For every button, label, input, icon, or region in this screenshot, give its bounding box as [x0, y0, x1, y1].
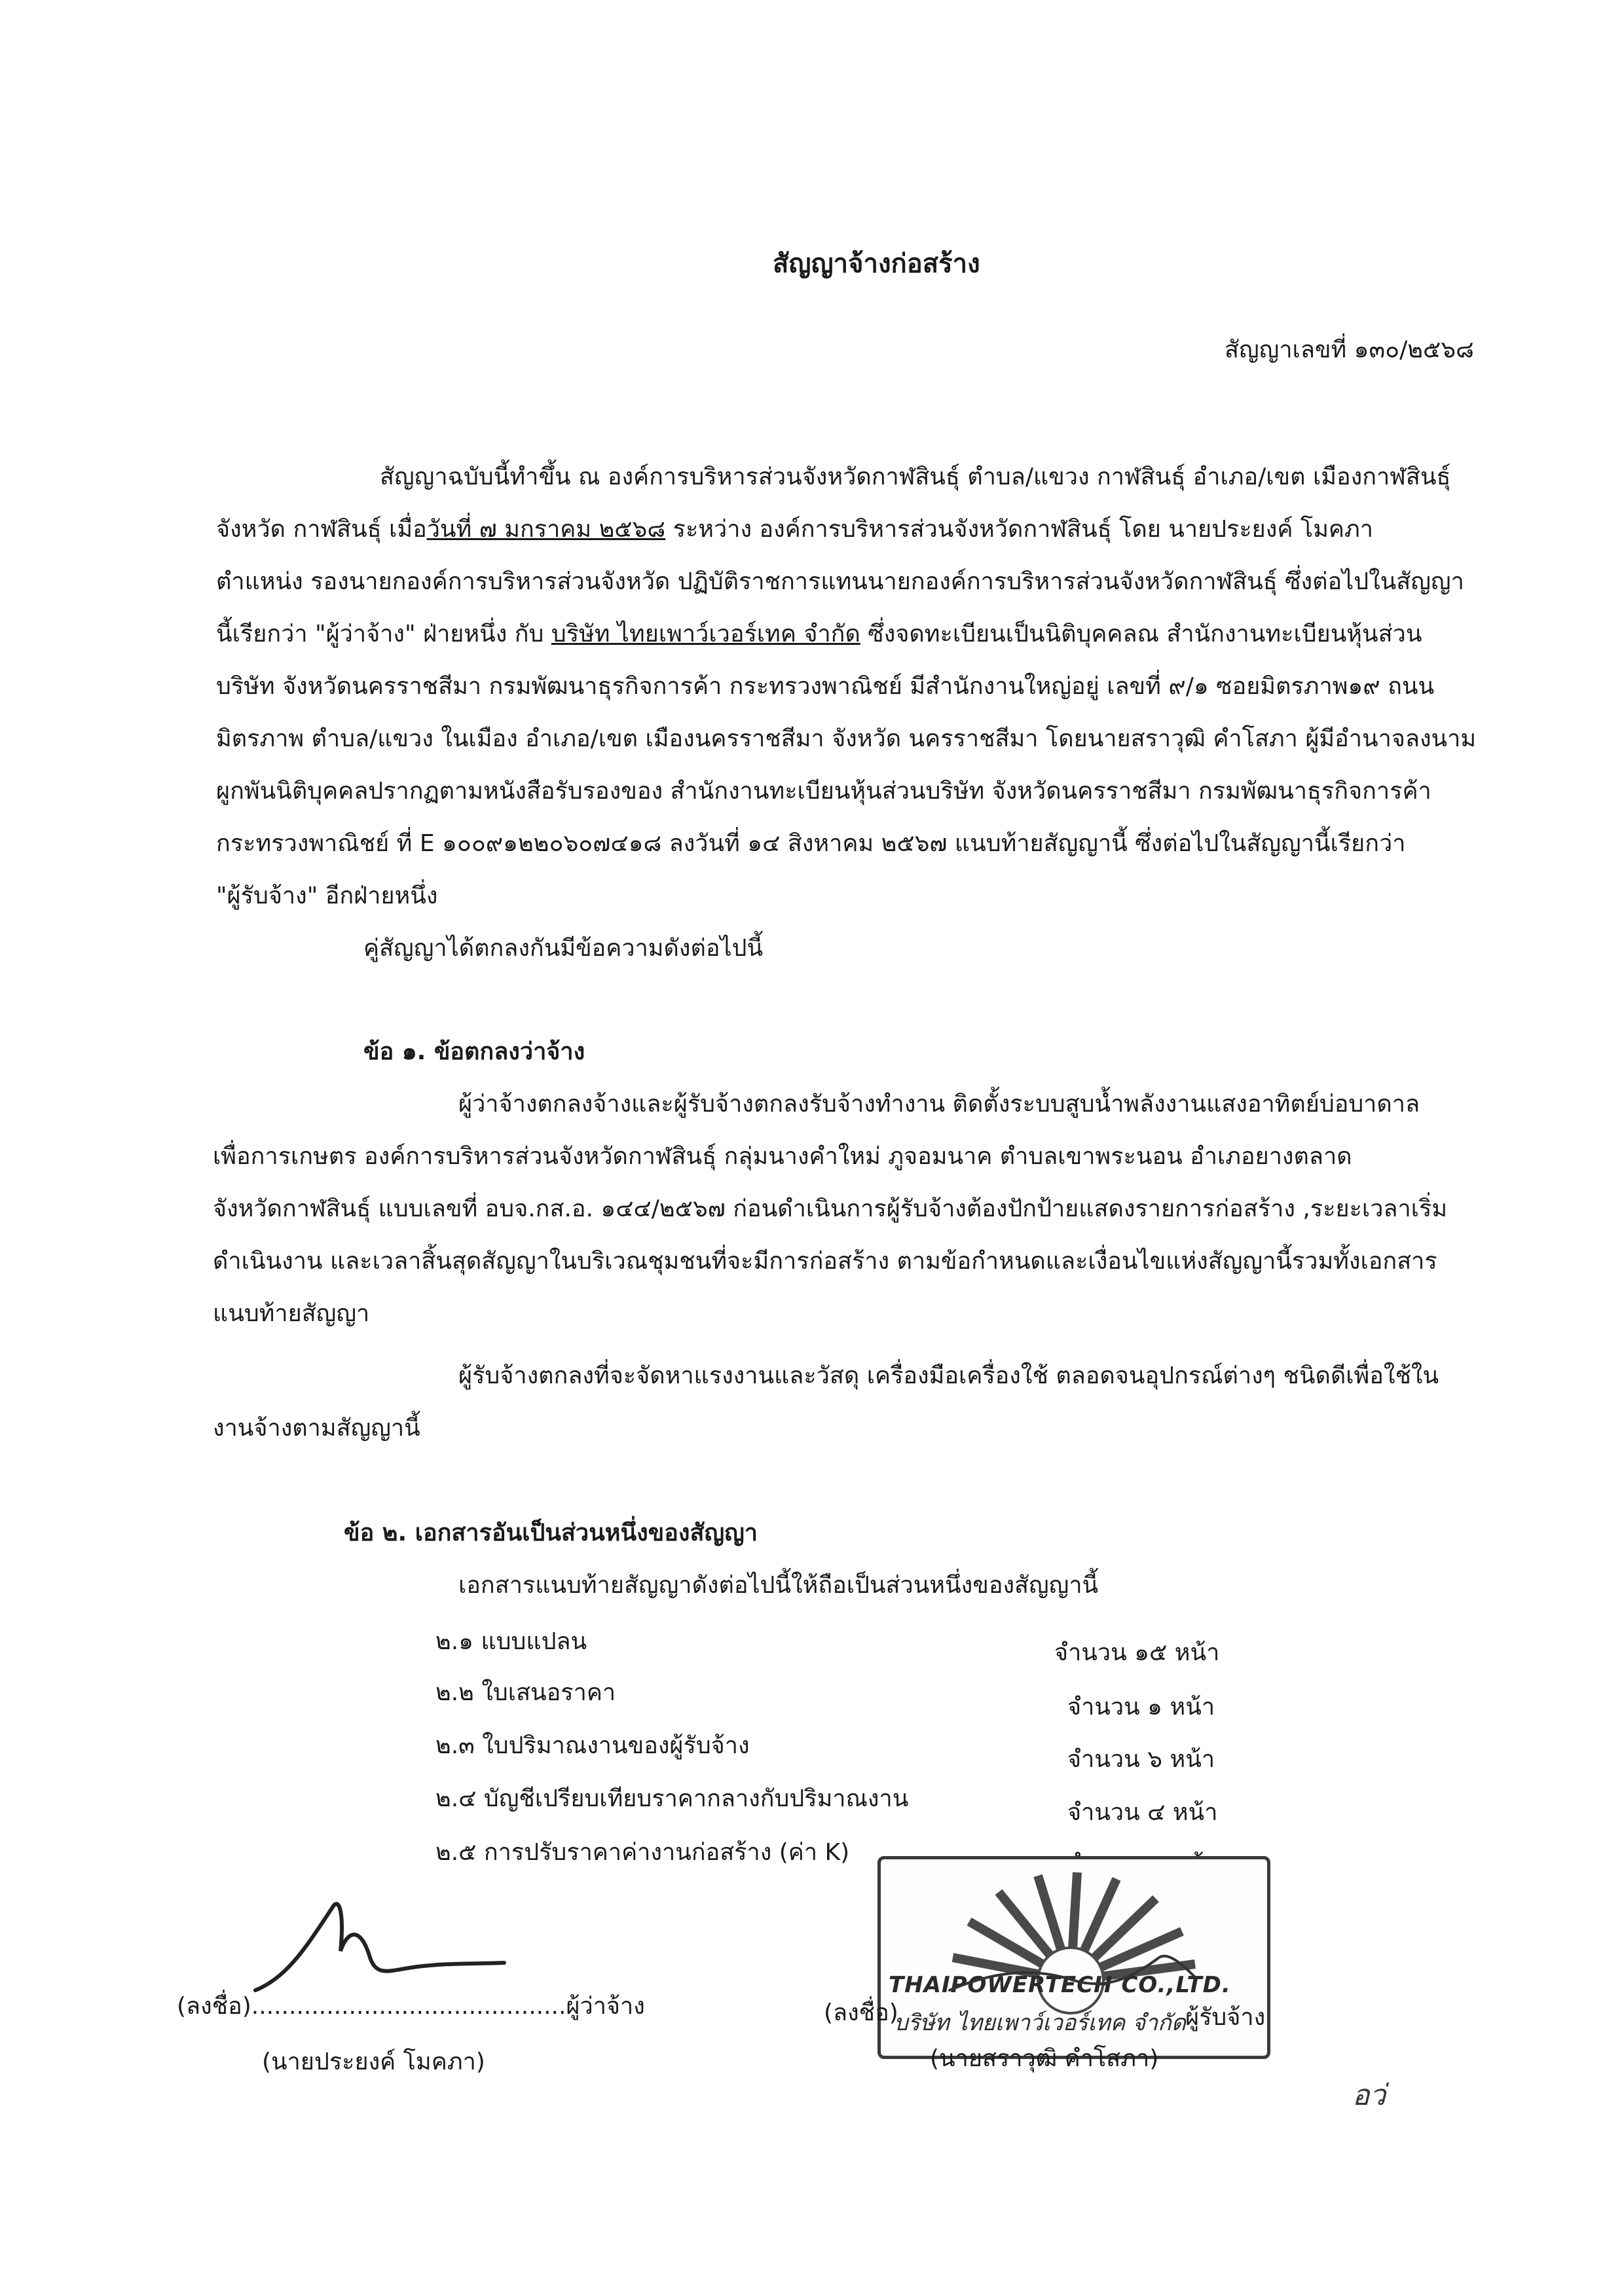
document-title: สัญญาจ้างก่อสร้าง	[773, 249, 980, 279]
attachment-label: ๒.๔ บัญชีเปรียบเทียบราคากลางกับปริมาณงาน	[435, 1785, 909, 1812]
contractor-name: (นายสราวุฒิ คำโสภา)	[930, 2045, 1159, 2072]
preamble-line: ตำแหน่ง รองนายกองค์การบริหารส่วนจังหวัด ปฏิบัติราชการแทนนายกองค์การบริหารส่วนจังหวัดกาฬสินธุ์ ซึ่งต่อไปในสัญญา	[216, 568, 1464, 595]
stamp-company-en: THAIPOWERTECH CO.,LTD.	[889, 1972, 1231, 1998]
clause-line: งานจ้างตามสัญญานี้	[213, 1415, 420, 1442]
stamp-company-th: บริษัท ไทยเพาว์เวอร์เทค จำกัด	[894, 2010, 1186, 2036]
clause-2-intro: เอกสารแนบท้ายสัญญาดังต่อไปนี้ให้ถือเป็นส่วนหนึ่งของสัญญานี้	[458, 1572, 1099, 1599]
clause-line: จังหวัดกาฬสินธุ์ แบบเลขที่ อบจ.กส.อ. ๑๔๔/๒๕๖๗ ก่อนดำเนินการผู้รับจ้างต้องปักป้ายแสดงรายการก่อสร้าง ,ระยะเวลาเริ่ม	[213, 1195, 1448, 1222]
clause-line: แนบท้ายสัญญา	[213, 1300, 370, 1327]
attachment-pages: จำนวน ๑ หน้า	[1067, 1694, 1215, 1721]
attachment-label: ๒.๑ แบบแปลน	[435, 1628, 587, 1655]
clause-line: เพื่อการเกษตร องค์การบริหารส่วนจังหวัดกาฬสินธุ์ กลุ่มนางคำใหม่ ภูจอมนาค ตำบลเขาพระนอน อำเภอยางตลาด	[213, 1143, 1352, 1170]
contractor-signature	[936, 1931, 1211, 2016]
preamble-text: จังหวัด กาฬสินธุ์ เมื่อ	[216, 516, 427, 543]
initials: อว่	[1352, 2079, 1386, 2112]
contract-number: สัญญาเลขที่ ๑๓๐/๒๕๖๘	[1225, 337, 1474, 363]
preamble-line: ผูกพันนิติบุคคลปรากฏตามหนังสือรับรองของ สำนักงานทะเบียนหุ้นส่วนบริษัท จังหวัดนครราชสีมา กรมพัฒนาธุรกิจการค้า	[216, 778, 1431, 805]
clause-line: ผู้ว่าจ้างตกลงจ้างและผู้รับจ้างตกลงรับจ้างทำงาน ติดตั้งระบบสูบน้ำพลังงานแสงอาทิตย์บ่อบาดาล	[458, 1091, 1420, 1118]
employer-name: (นายประยงค์ โมคภา)	[262, 2049, 485, 2075]
preamble-line: บริษัท จังหวัดนครราชสีมา กรมพัฒนาธุรกิจการค้า กระทรวงพาณิชย์ มีสำนักงานใหญ่อยู่ เลขที่ ๙/๑ ซอยมิตรภาพ๑๙ ถนน	[216, 673, 1435, 700]
contractor-company: บริษัท ไทยเพาว์เวอร์เทค จำกัด	[551, 621, 860, 647]
preamble-line: "ผู้รับจ้าง" อีกฝ่ายหนึ่ง	[216, 883, 438, 909]
contractor-role: ผู้รับจ้าง	[1185, 2004, 1266, 2031]
clause-1-heading: ข้อ ๑. ข้อตกลงว่าจ้าง	[363, 1038, 585, 1065]
clause-line: ผู้รับจ้างตกลงที่จะจัดหาแรงงานและวัสดุ เครื่องมือเครื่องใช้ ตลอดจนอุปกรณ์ต่างๆ ชนิดดีเพื่อใช้ใน	[458, 1362, 1439, 1389]
preamble-line: กระทรวงพาณิชย์ ที่ E ๑๐๐๙๑๒๒๐๖๐๗๔๑๘ ลงวันที่ ๑๔ สิงหาคม ๒๕๖๗ แนบท้ายสัญญานี้ ซึ่งต่อไปในสัญญานี้เรียกว่า	[216, 830, 1406, 857]
attachment-label: ๒.๕ การปรับราคาค่างานก่อสร้าง (ค่า K)	[435, 1839, 850, 1866]
preamble-text: ระหว่าง องค์การบริหารส่วนจังหวัดกาฬสินธุ์ โดย นายประยงค์ โมคภา	[665, 516, 1373, 543]
preamble-line	[216, 515, 1373, 543]
preamble-text: นี้เรียกว่า "ผู้ว่าจ้าง" ฝ่ายหนึ่ง กับ	[216, 621, 551, 647]
preamble-line: สัญญาฉบับนี้ทำขึ้น ณ องค์การบริหารส่วนจังหวัดกาฬสินธุ์ ตำบล/แขวง กาฬสินธุ์ อำเภอ/เขต เมืองกาฬสินธุ์	[380, 464, 1451, 490]
attachment-label: ๒.๓ ใบปริมาณงานของผู้รับจ้าง	[435, 1732, 750, 1759]
attachment-pages: จำนวน ๖ หน้า	[1067, 1746, 1215, 1773]
contractor-sign-label: (ลงชื่อ)	[824, 1999, 898, 2026]
preamble-line: มิตรภาพ ตำบล/แขวง ในเมือง อำเภอ/เขต เมืองนครราชสีมา จังหวัด นครราชสีมา โดยนายสราวุฒิ คำโสภา ผู้มีอำนาจลงนาม	[216, 725, 1477, 752]
preamble-text: ซึ่งจดทะเบียนเป็นนิติบุคคลณ สำนักงานทะเบียนหุ้นส่วน	[860, 621, 1422, 647]
preamble-line	[216, 620, 1422, 648]
clause-2-heading: ข้อ ๒. เอกสารอันเป็นส่วนหนึ่งของสัญญา	[344, 1520, 758, 1546]
attachment-pages: จำนวน ๑๕ หน้า	[1054, 1639, 1220, 1666]
employer-sign-line: (ลงชื่อ)..........................................ผู้ว่าจ้าง	[177, 1993, 645, 2020]
clause-line: ดำเนินงาน และเวลาสิ้นสุดสัญญาในบริเวณชุมชนที่จะมีการก่อสร้าง ตามข้อกำหนดและเงื่อนไขแห่งสัญญานี้รวมทั้งเอกสาร	[213, 1248, 1437, 1275]
preamble-line: คู่สัญญาได้ตกลงกันมีข้อความดังต่อไปนี้	[363, 935, 764, 962]
contract-date: วันที่ ๗ มกราคม ๒๕๖๘	[426, 516, 666, 543]
attachment-pages: จำนวน ๔ หน้า	[1067, 1799, 1218, 1826]
attachment-label: ๒.๒ ใบเสนอราคา	[435, 1679, 616, 1706]
